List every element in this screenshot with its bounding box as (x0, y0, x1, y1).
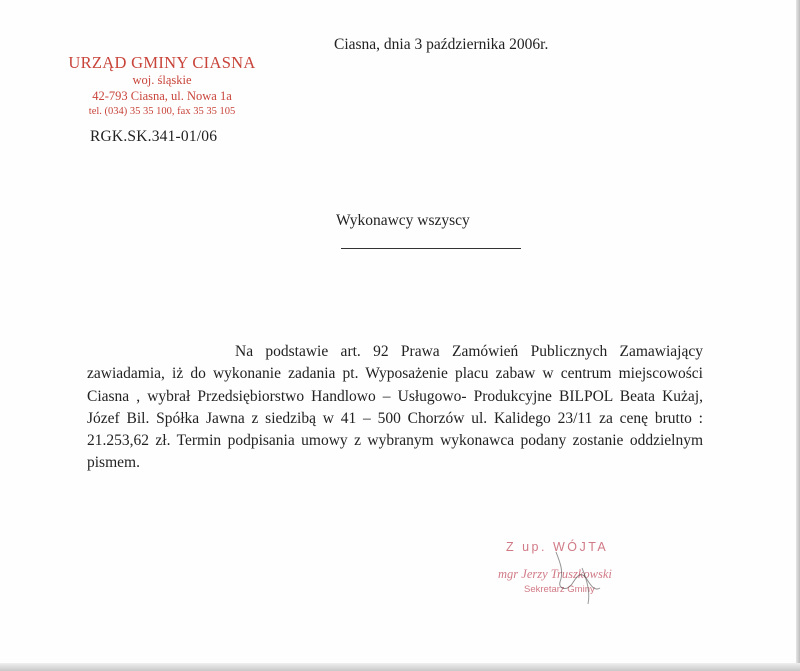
office-voivodeship: woj. śląskie (132, 73, 192, 87)
body-paragraph: Na podstawie art. 92 Prawa Zamówień Publicznych Zamawiający zawiadamia, iż do wykonanie zadania pt. Wyposażenie placu zabaw w centrum miejscowości Ciasna , wybrał Przedsiębiorstwo Handlowo – Usługowo- Produkcyjne BILPOL Beata Kużaj, Józef Bil. Spółka Jawna z siedzibą w 41 – 500 Chorzów ul. Kalidego 23/11 za cenę brutto : 21.253,62 zł. Termin podpisania umowy z wybranym wykonawca podany zostanie oddzielnym pismem. (87, 343, 703, 472)
scan-edge-bottom (0, 663, 800, 671)
signature-title: Z up. WÓJTA (506, 540, 609, 554)
recipient: Wykonawcy wszyscy (336, 212, 470, 229)
office-header-stamp (62, 54, 262, 119)
scan-edge-right (796, 0, 800, 671)
signature-name: mgr Jerzy Truszkowski (498, 567, 612, 581)
recipient-underline (341, 248, 521, 249)
letter-body (87, 341, 703, 475)
signature-role: Sekretarz Gminy (524, 584, 595, 595)
reference-number: RGK.SK.341-01/06 (90, 128, 218, 145)
place-and-date: Ciasna, dnia 3 października 2006r. (334, 36, 549, 53)
handwritten-signature-icon (530, 548, 630, 608)
office-address: 42-793 Ciasna, ul. Nowa 1a (92, 89, 232, 103)
office-name: URZĄD GMINY CIASNA (68, 53, 256, 72)
office-phone-fax: tel. (034) 35 35 100, fax 35 35 105 (88, 106, 236, 117)
